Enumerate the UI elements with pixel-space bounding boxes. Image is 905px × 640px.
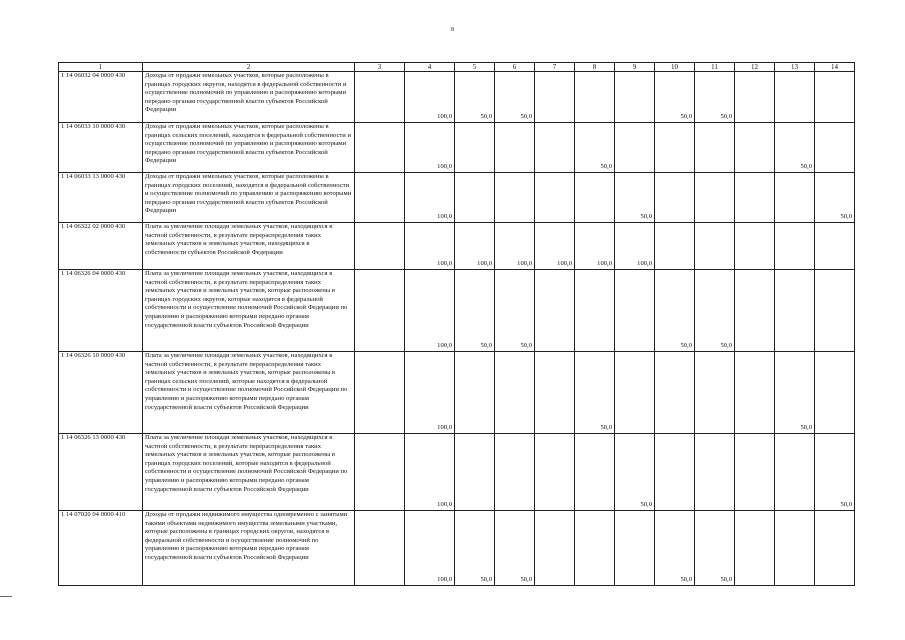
value-cell-col-6: 50,0 xyxy=(495,511,535,586)
table-row xyxy=(59,123,855,173)
column-header-1: 1 xyxy=(59,63,143,72)
value-cell-col-12 xyxy=(735,123,775,173)
value-cell-col-8 xyxy=(575,72,615,123)
value-cell-col-10 xyxy=(655,173,695,223)
value-cell-col-6 xyxy=(495,173,535,223)
value-cell-col-5: 50,0 xyxy=(455,72,495,123)
revenue-description-cell: Доходы от продажи земельных участков, которые расположены в границах городских округов, находятся в федеральной собственности и осуществление полномочий по управлению и распоряжению которыми передано органам государственной власти субъектов Российской Федерации xyxy=(143,72,355,123)
value-cell-col-4: 100,0 xyxy=(405,173,455,223)
value-cell-col-4: 100,0 xyxy=(405,223,455,270)
column-header-10: 10 xyxy=(655,63,695,72)
value-cell-col-3 xyxy=(355,434,405,511)
value-cell-col-11 xyxy=(695,434,735,511)
value-cell-col-7 xyxy=(535,123,575,173)
value-cell-col-11 xyxy=(695,123,735,173)
table-row xyxy=(59,511,855,586)
column-number-row xyxy=(59,63,855,72)
value-cell-col-13 xyxy=(775,223,815,270)
column-header-14: 14 xyxy=(815,63,855,72)
value-cell-col-8: 100,0 xyxy=(575,223,615,270)
value-cell-col-14 xyxy=(815,511,855,586)
page-number: 8 xyxy=(451,27,454,33)
value-cell-col-10 xyxy=(655,434,695,511)
value-cell-col-6: 50,0 xyxy=(495,270,535,352)
value-cell-col-13 xyxy=(775,434,815,511)
value-cell-col-5 xyxy=(455,434,495,511)
value-cell-col-3 xyxy=(355,270,405,352)
value-cell-col-12 xyxy=(735,511,775,586)
value-cell-col-13 xyxy=(775,511,815,586)
value-cell-col-10: 50,0 xyxy=(655,511,695,586)
value-cell-col-4: 100,0 xyxy=(405,434,455,511)
value-cell-col-5 xyxy=(455,123,495,173)
revenue-code-cell: 1 14 06033 13 0000 430 xyxy=(59,173,143,223)
value-cell-col-14 xyxy=(815,270,855,352)
value-cell-col-6 xyxy=(495,434,535,511)
value-cell-col-12 xyxy=(735,352,775,434)
table-row xyxy=(59,173,855,223)
value-cell-col-9: 100,0 xyxy=(615,223,655,270)
value-cell-col-6: 50,0 xyxy=(495,72,535,123)
value-cell-col-7 xyxy=(535,352,575,434)
value-cell-col-8 xyxy=(575,173,615,223)
value-cell-col-3 xyxy=(355,511,405,586)
value-cell-col-4: 100,0 xyxy=(405,352,455,434)
value-cell-col-9: 50,0 xyxy=(615,173,655,223)
table-row xyxy=(59,352,855,434)
value-cell-col-11: 50,0 xyxy=(695,270,735,352)
value-cell-col-3 xyxy=(355,173,405,223)
value-cell-col-9 xyxy=(615,352,655,434)
revenue-code-cell: 1 14 06326 04 0000 430 xyxy=(59,270,143,352)
value-cell-col-7: 100,0 xyxy=(535,223,575,270)
value-cell-col-10 xyxy=(655,352,695,434)
value-cell-col-11 xyxy=(695,173,735,223)
revenue-description-cell: Плата за увеличение площади земельных участков, находящихся в частной собственности, в результате перераспределения таких земельных участков и земельных участков, которые расположены в границах городских поселений, которые находятся в федеральной собственности и осуществление полномочий Российской Федерации по управлению и распоряжению которыми передано органам государственной власти субъектов Российской Федерации xyxy=(143,434,355,511)
value-cell-col-10 xyxy=(655,223,695,270)
value-cell-col-13 xyxy=(775,270,815,352)
revenue-code-cell: 1 14 06326 13 0000 430 xyxy=(59,434,143,511)
margin-mark xyxy=(0,596,12,597)
value-cell-col-13 xyxy=(775,173,815,223)
value-cell-col-12 xyxy=(735,72,775,123)
value-cell-col-4: 100,0 xyxy=(405,123,455,173)
column-header-6: 6 xyxy=(495,63,535,72)
value-cell-col-6: 100,0 xyxy=(495,223,535,270)
value-cell-col-14: 50,0 xyxy=(815,434,855,511)
table-row xyxy=(59,434,855,511)
value-cell-col-5 xyxy=(455,352,495,434)
value-cell-col-9: 50,0 xyxy=(615,434,655,511)
table-row xyxy=(59,270,855,352)
value-cell-col-11: 50,0 xyxy=(695,511,735,586)
value-cell-col-9 xyxy=(615,123,655,173)
revenue-description-cell: Плата за увеличение площади земельных участков, находящихся в частной собственности, в результате перераспределения таких земельных участков и земельных участков, находящихся в собственности субъектов Российской Федерации xyxy=(143,223,355,270)
value-cell-col-6 xyxy=(495,352,535,434)
column-header-2: 2 xyxy=(143,63,355,72)
value-cell-col-12 xyxy=(735,434,775,511)
revenue-description-cell: Плата за увеличение площади земельных участков, находящихся в частной собственности, в результате перераспределения таких земельных участков и земельных участков, которые расположены в границах городских округов, которые находятся в федеральной собственности и осуществление полномочий Российской Федерации по управлению и распоряжению которыми передано органам государственной власти субъектов Российской Федерации xyxy=(143,270,355,352)
value-cell-col-13: 50,0 xyxy=(775,352,815,434)
value-cell-col-14 xyxy=(815,72,855,123)
value-cell-col-11 xyxy=(695,352,735,434)
revenue-code-cell: 1 14 06033 10 0000 430 xyxy=(59,123,143,173)
value-cell-col-5: 50,0 xyxy=(455,270,495,352)
revenue-description-cell: Доходы от продажи земельных участков, которые расположены в границах городских поселений, находятся в федеральной собственности и осуществление полномочий по управлению и распоряжению которыми передано органам государственной власти субъектов Российской Федерации xyxy=(143,173,355,223)
revenue-code-cell: 1 14 06326 10 0000 430 xyxy=(59,352,143,434)
value-cell-col-10 xyxy=(655,123,695,173)
value-cell-col-8: 50,0 xyxy=(575,123,615,173)
value-cell-col-13: 50,0 xyxy=(775,123,815,173)
column-header-5: 5 xyxy=(455,63,495,72)
value-cell-col-3 xyxy=(355,223,405,270)
value-cell-col-7 xyxy=(535,511,575,586)
value-cell-col-7 xyxy=(535,270,575,352)
column-header-3: 3 xyxy=(355,63,405,72)
value-cell-col-14 xyxy=(815,123,855,173)
column-header-12: 12 xyxy=(735,63,775,72)
value-cell-col-3 xyxy=(355,123,405,173)
value-cell-col-4: 100,0 xyxy=(405,270,455,352)
column-header-13: 13 xyxy=(775,63,815,72)
value-cell-col-14 xyxy=(815,352,855,434)
value-cell-col-10: 50,0 xyxy=(655,72,695,123)
revenue-code-cell: 1 14 06032 04 0000 430 xyxy=(59,72,143,123)
value-cell-col-11: 50,0 xyxy=(695,72,735,123)
value-cell-col-9 xyxy=(615,270,655,352)
value-cell-col-14 xyxy=(815,223,855,270)
table-body xyxy=(59,72,855,586)
revenue-description-cell: Доходы от продажи земельных участков, которые расположены в границах сельских поселений, находятся в федеральной собственности и осуществление полномочий по управлению и распоряжению которыми передано органам государственной власти субъектов Российской Федерации xyxy=(143,123,355,173)
table-row xyxy=(59,72,855,123)
table-row xyxy=(59,223,855,270)
column-header-11: 11 xyxy=(695,63,735,72)
value-cell-col-9 xyxy=(615,511,655,586)
value-cell-col-8: 50,0 xyxy=(575,352,615,434)
revenue-description-cell: Плата за увеличение площади земельных участков, находящихся в частной собственности, в результате перераспределения таких земельных участков и земельных участков, которые расположены в границах сельских поселений, которые находятся в федеральной собственности и осуществление полномочий Российской Федерации по управлению и распоряжению которыми передано органам государственной власти субъектов Российской Федерации xyxy=(143,352,355,434)
revenue-description-cell: Доходы от продажи недвижимого имущества одновременно с занятыми такими объектами недвижимого имущества земельными участками, которые расположены в границах городских округов, находятся в федеральной собственности и осуществление полномочий по управлению и распоряжению которыми передано органам государственной власти субъектов Российской Федерации xyxy=(143,511,355,586)
value-cell-col-12 xyxy=(735,173,775,223)
value-cell-col-11 xyxy=(695,223,735,270)
budget-table xyxy=(58,62,855,586)
column-header-8: 8 xyxy=(575,63,615,72)
value-cell-col-5: 100,0 xyxy=(455,223,495,270)
value-cell-col-7 xyxy=(535,434,575,511)
value-cell-col-5 xyxy=(455,173,495,223)
value-cell-col-7 xyxy=(535,173,575,223)
value-cell-col-9 xyxy=(615,72,655,123)
value-cell-col-5: 50,0 xyxy=(455,511,495,586)
revenue-code-cell: 1 14 07020 04 0000 410 xyxy=(59,511,143,586)
value-cell-col-10: 50,0 xyxy=(655,270,695,352)
value-cell-col-4: 100,0 xyxy=(405,511,455,586)
column-header-7: 7 xyxy=(535,63,575,72)
value-cell-col-14: 50,0 xyxy=(815,173,855,223)
value-cell-col-6 xyxy=(495,123,535,173)
value-cell-col-8 xyxy=(575,511,615,586)
value-cell-col-8 xyxy=(575,434,615,511)
column-header-4: 4 xyxy=(405,63,455,72)
column-header-9: 9 xyxy=(615,63,655,72)
value-cell-col-12 xyxy=(735,223,775,270)
value-cell-col-13 xyxy=(775,72,815,123)
value-cell-col-8 xyxy=(575,270,615,352)
value-cell-col-3 xyxy=(355,352,405,434)
value-cell-col-7 xyxy=(535,72,575,123)
value-cell-col-3 xyxy=(355,72,405,123)
value-cell-col-12 xyxy=(735,270,775,352)
revenue-code-cell: 1 14 06322 02 0000 430 xyxy=(59,223,143,270)
value-cell-col-4: 100,0 xyxy=(405,72,455,123)
